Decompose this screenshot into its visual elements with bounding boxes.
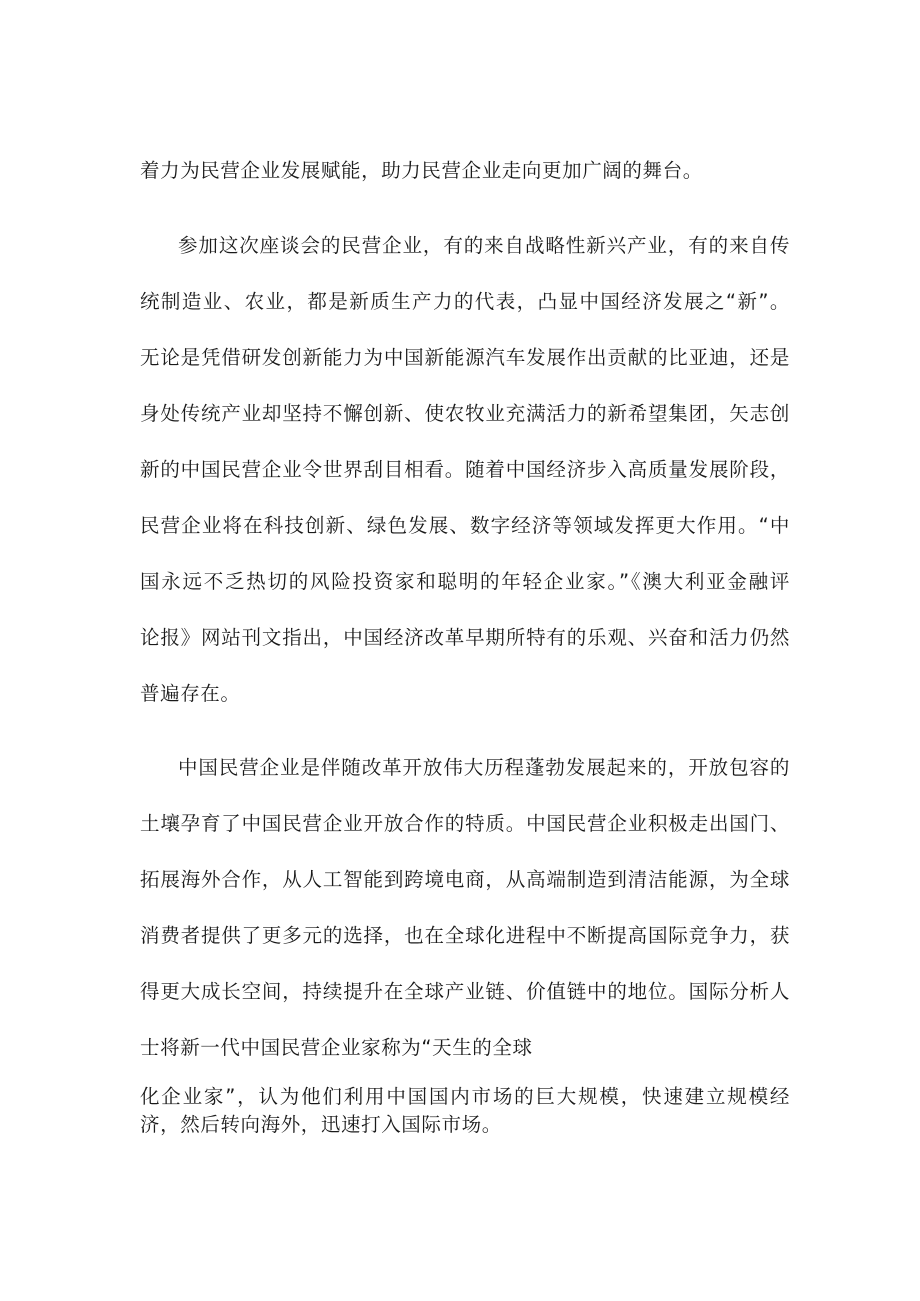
text-line: 民营企业将在科技创新、绿色发展、数字经济等领域发挥更大作用。“中 [140, 514, 790, 537]
text-line: 身处传统产业却坚持不懈创新、使农牧业充满活力的新希望集团，矢志创 [140, 402, 790, 425]
text-line: 化企业家”，认为他们利用中国国内市场的巨大规模，快速建立规模经 [140, 1085, 790, 1108]
text-line: 无论是凭借研发创新能力为中国新能源汽车发展作出贡献的比亚迪，还是 [140, 346, 790, 369]
text-line: 中国民营企业是伴随改革开放伟大历程蓬勃发展起来的，开放包容的 [178, 756, 790, 779]
text-line: 士将新一代中国民营企业家称为“天生的全球 [140, 1036, 533, 1059]
text-line: 得更大成长空间，持续提升在全球产业链、价值链中的地位。国际分析人 [140, 980, 790, 1003]
text-line: 普遍存在。 [140, 682, 241, 705]
text-line: 土壤孕育了中国民营企业开放合作的特质。中国民营企业积极走出国门、 [140, 812, 790, 835]
text-line: 着力为民营企业发展赋能，助力民营企业走向更加广阔的舞台。 [140, 159, 703, 182]
text-line: 消费者提供了更多元的选择，也在全球化进程中不断提高国际竞争力，获 [140, 924, 790, 947]
text-line: 论报》网站刊文指出，中国经济改革早期所特有的乐观、兴奋和活力仍然 [140, 626, 790, 649]
text-line: 拓展海外合作，从人工智能到跨境电商，从高端制造到清洁能源，为全球 [140, 868, 790, 891]
text-line: 统制造业、农业，都是新质生产力的代表，凸显中国经济发展之“新”。 [140, 290, 790, 313]
text-line: 新的中国民营企业令世界刮目相看。随着中国经济步入高质量发展阶段， [140, 458, 790, 481]
text-line: 国永远不乏热切的风险投资家和聪明的年轻企业家。”《澳大利亚金融评 [140, 570, 790, 593]
text-line: 济，然后转向海外，迅速打入国际市场。 [140, 1113, 502, 1136]
text-line: 参加这次座谈会的民营企业，有的来自战略性新兴产业，有的来自传 [178, 234, 790, 257]
